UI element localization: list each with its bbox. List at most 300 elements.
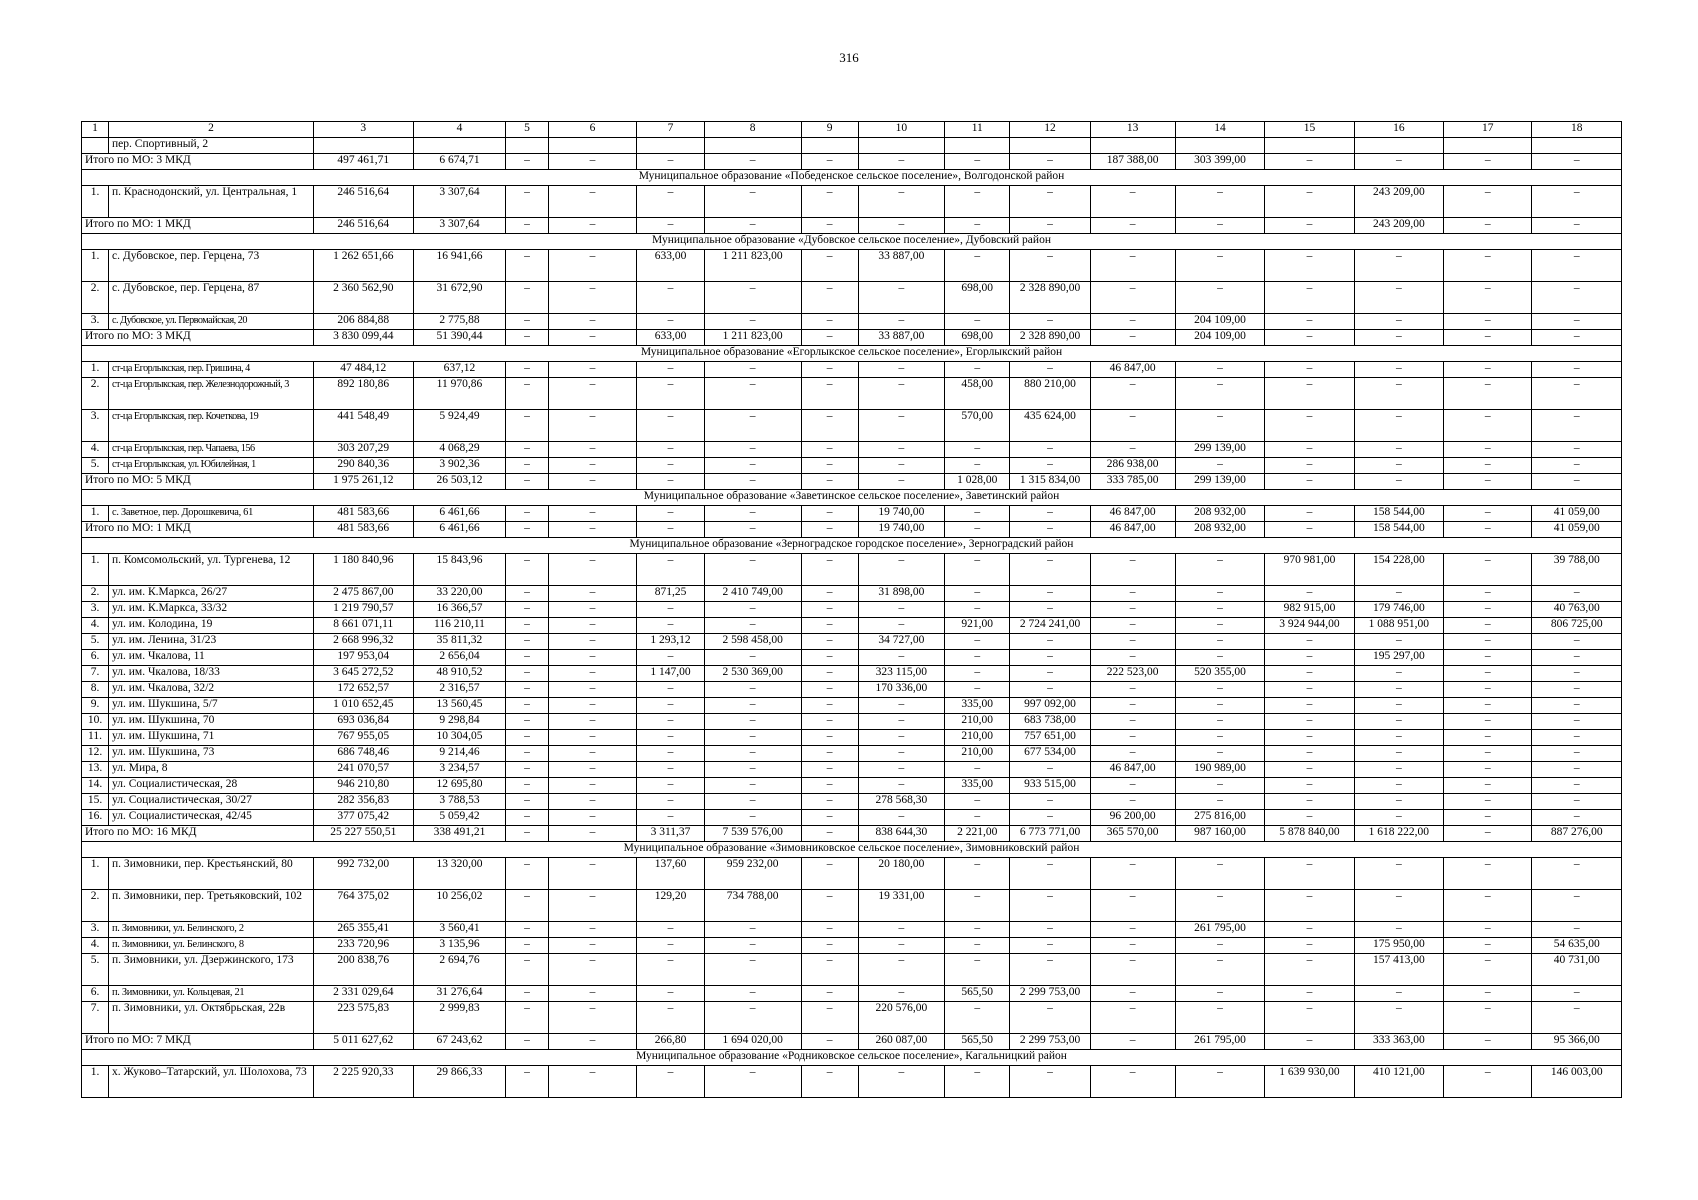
building-row [82, 698, 1622, 714]
building-row [82, 554, 1622, 586]
amount-cell: 95 366,00 [1532, 1034, 1622, 1050]
amount-cell: – [1090, 922, 1175, 938]
building-row [82, 442, 1622, 458]
amount-cell: 33 887,00 [858, 250, 944, 282]
amount-cell: – [1354, 698, 1443, 714]
amount-cell: – [801, 730, 858, 746]
building-row [82, 650, 1622, 666]
amount-cell: – [858, 186, 944, 218]
amount-cell: – [801, 922, 858, 938]
amount-cell: 233 720,96 [313, 938, 413, 954]
row-number: 2. [82, 282, 109, 314]
column-number: 10 [858, 122, 944, 138]
amount-cell: – [1354, 314, 1443, 330]
amount-cell: – [801, 986, 858, 1002]
amount-cell: 1 639 930,00 [1265, 1066, 1354, 1098]
amount-cell: – [1444, 922, 1532, 938]
amount-cell: 261 795,00 [1175, 1034, 1264, 1050]
building-address: п. Зимовники, ул. Белинского, 2 [109, 922, 314, 938]
amount-cell: – [506, 650, 549, 666]
amount-cell: – [1444, 986, 1532, 1002]
amount-cell: 278 568,30 [858, 794, 944, 810]
row-number: 3. [82, 602, 109, 618]
amount-cell: – [1444, 634, 1532, 650]
amount-cell: 299 139,00 [1175, 442, 1264, 458]
amount-cell: 13 320,00 [413, 858, 506, 890]
amount-cell: – [704, 618, 801, 634]
amount-cell: – [1444, 682, 1532, 698]
amount-cell: – [858, 650, 944, 666]
amount-cell: – [858, 954, 944, 986]
amount-cell: – [1010, 762, 1090, 778]
amount-cell: – [506, 186, 549, 218]
amount-cell: – [506, 826, 549, 842]
amount-cell: – [1444, 730, 1532, 746]
amount-cell: – [1090, 634, 1175, 650]
amount-cell: – [1354, 986, 1443, 1002]
amount-cell: – [506, 954, 549, 986]
amount-cell: – [1444, 282, 1532, 314]
amount-cell: – [1090, 938, 1175, 954]
amount-cell: – [1175, 858, 1264, 890]
building-address: ул. им. Чкалова, 11 [109, 650, 314, 666]
amount-cell: – [1265, 218, 1354, 234]
amount-cell: – [704, 810, 801, 826]
amount-cell: – [1175, 746, 1264, 762]
amount-cell: – [1444, 218, 1532, 234]
amount-cell: – [801, 826, 858, 842]
amount-cell: – [944, 954, 1010, 986]
amount-cell: – [1175, 1066, 1264, 1098]
amount-cell: – [944, 810, 1010, 826]
amount-cell: 46 847,00 [1090, 506, 1175, 522]
amount-cell: – [506, 634, 549, 650]
amount-cell: – [858, 314, 944, 330]
amount-cell: – [548, 250, 636, 282]
amount-cell: 970 981,00 [1265, 554, 1354, 586]
amount-cell: 6 461,66 [413, 522, 506, 538]
amount-cell: 565,50 [944, 986, 1010, 1002]
amount-cell: – [548, 938, 636, 954]
amount-cell: 204 109,00 [1175, 330, 1264, 346]
amount-cell: – [1444, 442, 1532, 458]
amount-cell: – [548, 186, 636, 218]
building-address: ст-ца Егорлыкская, пер. Чапаева, 156 [109, 442, 314, 458]
amount-cell: 2 694,76 [413, 954, 506, 986]
amount-cell: – [1010, 1002, 1090, 1034]
amount-cell: 435 624,00 [1010, 410, 1090, 442]
row-number: 10. [82, 714, 109, 730]
amount-cell: – [1265, 154, 1354, 170]
amount-cell: – [1444, 314, 1532, 330]
amount-cell: 887 276,00 [1532, 826, 1622, 842]
amount-cell: 158 544,00 [1354, 522, 1443, 538]
amount-cell [1090, 138, 1175, 154]
amount-cell: – [1444, 618, 1532, 634]
amount-cell: – [1010, 554, 1090, 586]
amount-cell: 35 811,32 [413, 634, 506, 650]
amount-cell: – [858, 714, 944, 730]
amount-cell: 3 307,64 [413, 218, 506, 234]
row-number: 3. [82, 922, 109, 938]
amount-cell: 2 410 749,00 [704, 586, 801, 602]
amount-cell: – [506, 1034, 549, 1050]
amount-cell: – [858, 810, 944, 826]
amount-cell: 157 413,00 [1354, 954, 1443, 986]
amount-cell: – [944, 650, 1010, 666]
amount-cell: – [548, 442, 636, 458]
building-row [82, 586, 1622, 602]
amount-cell: 210,00 [944, 746, 1010, 762]
amount-cell: 6 674,71 [413, 154, 506, 170]
amount-cell: – [1532, 586, 1622, 602]
amount-cell: – [1175, 682, 1264, 698]
amount-cell [1265, 138, 1354, 154]
amount-cell: – [1444, 778, 1532, 794]
amount-cell: – [704, 522, 801, 538]
building-row [82, 746, 1622, 762]
amount-cell: 16 366,57 [413, 602, 506, 618]
municipality-header-row [82, 842, 1622, 858]
amount-cell: – [548, 458, 636, 474]
amount-cell: – [1444, 666, 1532, 682]
amount-cell: – [1010, 650, 1090, 666]
amount-cell: – [801, 602, 858, 618]
amount-cell: 206 884,88 [313, 314, 413, 330]
amount-cell: – [1444, 810, 1532, 826]
amount-cell: – [1010, 154, 1090, 170]
amount-cell: – [1010, 666, 1090, 682]
amount-cell: – [1090, 986, 1175, 1002]
amount-cell: – [1444, 378, 1532, 410]
amount-cell: – [1444, 762, 1532, 778]
building-address: ст-ца Егорлыкская, пер. Гришина, 4 [109, 362, 314, 378]
amount-cell: – [944, 458, 1010, 474]
amount-cell: 96 200,00 [1090, 810, 1175, 826]
building-row [82, 634, 1622, 650]
amount-cell: – [1444, 458, 1532, 474]
amount-cell: – [1090, 314, 1175, 330]
amount-cell: – [704, 762, 801, 778]
amount-cell: – [944, 682, 1010, 698]
column-number: 13 [1090, 122, 1175, 138]
building-address: с. Заветное, пер. Дорошкевича, 61 [109, 506, 314, 522]
municipality-title: Муниципальное образование «Егорлыкское сельское поселение», Егорлыкский район [82, 346, 1622, 362]
amount-cell: – [506, 810, 549, 826]
amount-cell: 570,00 [944, 410, 1010, 442]
amount-cell: – [548, 650, 636, 666]
amount-cell: – [1090, 378, 1175, 410]
amount-cell: – [1532, 762, 1622, 778]
amount-cell: – [1354, 730, 1443, 746]
amount-cell: 921,00 [944, 618, 1010, 634]
amount-cell: 179 746,00 [1354, 602, 1443, 618]
amount-cell: 2 360 562,90 [313, 282, 413, 314]
amount-cell: – [858, 922, 944, 938]
amount-cell: – [506, 730, 549, 746]
amount-cell: 410 121,00 [1354, 1066, 1443, 1098]
amount-cell: – [548, 378, 636, 410]
amount-cell: – [506, 618, 549, 634]
amount-cell: – [1354, 410, 1443, 442]
amount-cell: 3 902,36 [413, 458, 506, 474]
amount-cell: – [1265, 314, 1354, 330]
municipality-title: Муниципальное образование «Зерноградское городское поселение», Зерноградский район [82, 538, 1622, 554]
amount-cell: 992 732,00 [313, 858, 413, 890]
amount-cell: – [858, 746, 944, 762]
amount-cell: 997 092,00 [1010, 698, 1090, 714]
amount-cell: 33 887,00 [858, 330, 944, 346]
repair-registry-table [81, 121, 1622, 1098]
amount-cell: – [704, 922, 801, 938]
row-number: 1. [82, 250, 109, 282]
building-row [82, 410, 1622, 442]
amount-cell: – [1354, 250, 1443, 282]
amount-cell: – [1532, 458, 1622, 474]
amount-cell: 520 355,00 [1175, 666, 1264, 682]
amount-cell: – [1444, 938, 1532, 954]
amount-cell: – [801, 442, 858, 458]
building-row [82, 378, 1622, 410]
building-address: с. Дубовское, пер. Герцена, 73 [109, 250, 314, 282]
amount-cell: – [1010, 634, 1090, 650]
amount-cell: – [637, 186, 705, 218]
amount-cell: – [801, 938, 858, 954]
amount-cell: – [506, 986, 549, 1002]
amount-cell: – [944, 938, 1010, 954]
municipality-header-row [82, 234, 1622, 250]
amount-cell: – [506, 154, 549, 170]
amount-cell: 31 672,90 [413, 282, 506, 314]
amount-cell: – [1444, 522, 1532, 538]
row-number: 1. [82, 362, 109, 378]
amount-cell: 137,60 [637, 858, 705, 890]
total-label: Итого по МО: 7 МКД [82, 1034, 314, 1050]
amount-cell: – [548, 666, 636, 682]
amount-cell: 871,25 [637, 586, 705, 602]
amount-cell: 3 830 099,44 [313, 330, 413, 346]
amount-cell: 10 256,02 [413, 890, 506, 922]
amount-cell: – [506, 794, 549, 810]
amount-cell [637, 138, 705, 154]
amount-cell: 1 211 823,00 [704, 330, 801, 346]
amount-cell: – [1354, 778, 1443, 794]
amount-cell: – [704, 650, 801, 666]
amount-cell: – [1175, 714, 1264, 730]
amount-cell: 26 503,12 [413, 474, 506, 490]
row-number: 1. [82, 1066, 109, 1098]
amount-cell: – [637, 442, 705, 458]
building-row [82, 250, 1622, 282]
amount-cell: – [548, 698, 636, 714]
column-number: 14 [1175, 122, 1264, 138]
amount-cell: – [1532, 410, 1622, 442]
amount-cell: – [801, 186, 858, 218]
amount-cell: 2 225 920,33 [313, 1066, 413, 1098]
amount-cell: 677 534,00 [1010, 746, 1090, 762]
amount-cell: – [801, 794, 858, 810]
amount-cell: 734 788,00 [704, 890, 801, 922]
amount-cell: – [1444, 954, 1532, 986]
amount-cell: – [1265, 650, 1354, 666]
amount-cell: 2 299 753,00 [1010, 1034, 1090, 1050]
amount-cell: – [1090, 410, 1175, 442]
amount-cell: – [801, 650, 858, 666]
municipality-header-row [82, 490, 1622, 506]
amount-cell: – [548, 522, 636, 538]
amount-cell: – [548, 746, 636, 762]
amount-cell: – [858, 554, 944, 586]
amount-cell: – [704, 698, 801, 714]
amount-cell: – [1175, 698, 1264, 714]
total-row [82, 154, 1622, 170]
amount-cell: – [801, 586, 858, 602]
amount-cell: – [704, 730, 801, 746]
amount-cell: – [858, 698, 944, 714]
row-number: 4. [82, 442, 109, 458]
total-row [82, 522, 1622, 538]
amount-cell: – [1090, 858, 1175, 890]
amount-cell: – [1010, 586, 1090, 602]
amount-cell [1354, 138, 1443, 154]
amount-cell: – [1444, 186, 1532, 218]
amount-cell: – [801, 218, 858, 234]
amount-cell: – [1175, 458, 1264, 474]
amount-cell: – [801, 746, 858, 762]
amount-cell: – [1444, 1066, 1532, 1098]
amount-cell: – [704, 442, 801, 458]
amount-cell: 767 955,05 [313, 730, 413, 746]
amount-cell: – [637, 746, 705, 762]
amount-cell: 3 311,37 [637, 826, 705, 842]
amount-cell: – [858, 442, 944, 458]
amount-cell: – [801, 506, 858, 522]
amount-cell: – [801, 778, 858, 794]
amount-cell: 208 932,00 [1175, 506, 1264, 522]
amount-cell: – [944, 890, 1010, 922]
amount-cell: 2 331 029,64 [313, 986, 413, 1002]
amount-cell: 9 214,46 [413, 746, 506, 762]
amount-cell: 210,00 [944, 730, 1010, 746]
amount-cell: – [1265, 954, 1354, 986]
amount-cell: – [1444, 746, 1532, 762]
amount-cell: – [548, 1066, 636, 1098]
amount-cell: 243 209,00 [1354, 186, 1443, 218]
amount-cell: – [801, 666, 858, 682]
total-row [82, 218, 1622, 234]
amount-cell: – [506, 378, 549, 410]
row-number: 16. [82, 810, 109, 826]
building-row [82, 762, 1622, 778]
amount-cell: – [1444, 410, 1532, 442]
amount-cell: – [801, 554, 858, 586]
amount-cell: – [1444, 1034, 1532, 1050]
amount-cell: – [548, 714, 636, 730]
building-address: п. Зимовники, ул. Октябрьская, 22в [109, 1002, 314, 1034]
amount-cell: – [548, 602, 636, 618]
amount-cell: – [637, 954, 705, 986]
amount-cell: – [637, 1066, 705, 1098]
amount-cell: – [704, 282, 801, 314]
amount-cell: – [1265, 330, 1354, 346]
amount-cell: – [704, 794, 801, 810]
amount-cell: 200 838,76 [313, 954, 413, 986]
amount-cell: – [704, 458, 801, 474]
amount-cell: – [1090, 778, 1175, 794]
amount-cell: – [858, 410, 944, 442]
amount-cell: – [1090, 794, 1175, 810]
amount-cell: – [1265, 682, 1354, 698]
building-address: пер. Спортивный, 2 [109, 138, 314, 154]
amount-cell: 441 548,49 [313, 410, 413, 442]
amount-cell: 2 316,57 [413, 682, 506, 698]
amount-cell: – [1265, 762, 1354, 778]
amount-cell: – [506, 410, 549, 442]
amount-cell: – [1354, 458, 1443, 474]
amount-cell: 838 644,30 [858, 826, 944, 842]
amount-cell: 303 399,00 [1175, 154, 1264, 170]
amount-cell: – [1090, 682, 1175, 698]
amount-cell: 565,50 [944, 1034, 1010, 1050]
column-number: 7 [637, 122, 705, 138]
amount-cell [548, 138, 636, 154]
building-address: п. Зимовники, ул. Дзержинского, 173 [109, 954, 314, 986]
amount-cell: – [1354, 890, 1443, 922]
amount-cell: – [801, 682, 858, 698]
amount-cell: – [801, 458, 858, 474]
amount-cell: 282 356,83 [313, 794, 413, 810]
amount-cell: – [1010, 186, 1090, 218]
amount-cell: – [704, 410, 801, 442]
amount-cell: – [944, 314, 1010, 330]
amount-cell: 1 975 261,12 [313, 474, 413, 490]
amount-cell: – [1532, 186, 1622, 218]
amount-cell: – [1532, 378, 1622, 410]
amount-cell: – [506, 1066, 549, 1098]
amount-cell: – [1354, 474, 1443, 490]
building-address: ст-ца Егорлыкская, ул. Юбилейная, 1 [109, 458, 314, 474]
amount-cell: 31 898,00 [858, 586, 944, 602]
row-number: 6. [82, 986, 109, 1002]
amount-cell: – [1175, 954, 1264, 986]
amount-cell: – [858, 218, 944, 234]
amount-cell: 1 180 840,96 [313, 554, 413, 586]
amount-cell: – [1265, 698, 1354, 714]
row-number [82, 138, 109, 154]
building-address: ул. Социалистическая, 28 [109, 778, 314, 794]
building-address: ул. им. Ленина, 31/23 [109, 634, 314, 650]
amount-cell: 1 262 651,66 [313, 250, 413, 282]
amount-cell: – [1532, 714, 1622, 730]
building-row [82, 602, 1622, 618]
amount-cell: 260 087,00 [858, 1034, 944, 1050]
amount-cell: – [1175, 554, 1264, 586]
amount-cell: – [1010, 506, 1090, 522]
amount-cell: – [704, 362, 801, 378]
amount-cell: – [1532, 682, 1622, 698]
amount-cell: – [801, 714, 858, 730]
total-label: Итого по МО: 3 МКД [82, 154, 314, 170]
amount-cell: – [944, 442, 1010, 458]
amount-cell: – [944, 522, 1010, 538]
amount-cell: – [1354, 154, 1443, 170]
amount-cell: 172 652,57 [313, 682, 413, 698]
amount-cell: – [1532, 666, 1622, 682]
amount-cell: – [1354, 282, 1443, 314]
amount-cell: – [1354, 586, 1443, 602]
amount-cell: 3 645 272,52 [313, 666, 413, 682]
row-number: 6. [82, 650, 109, 666]
